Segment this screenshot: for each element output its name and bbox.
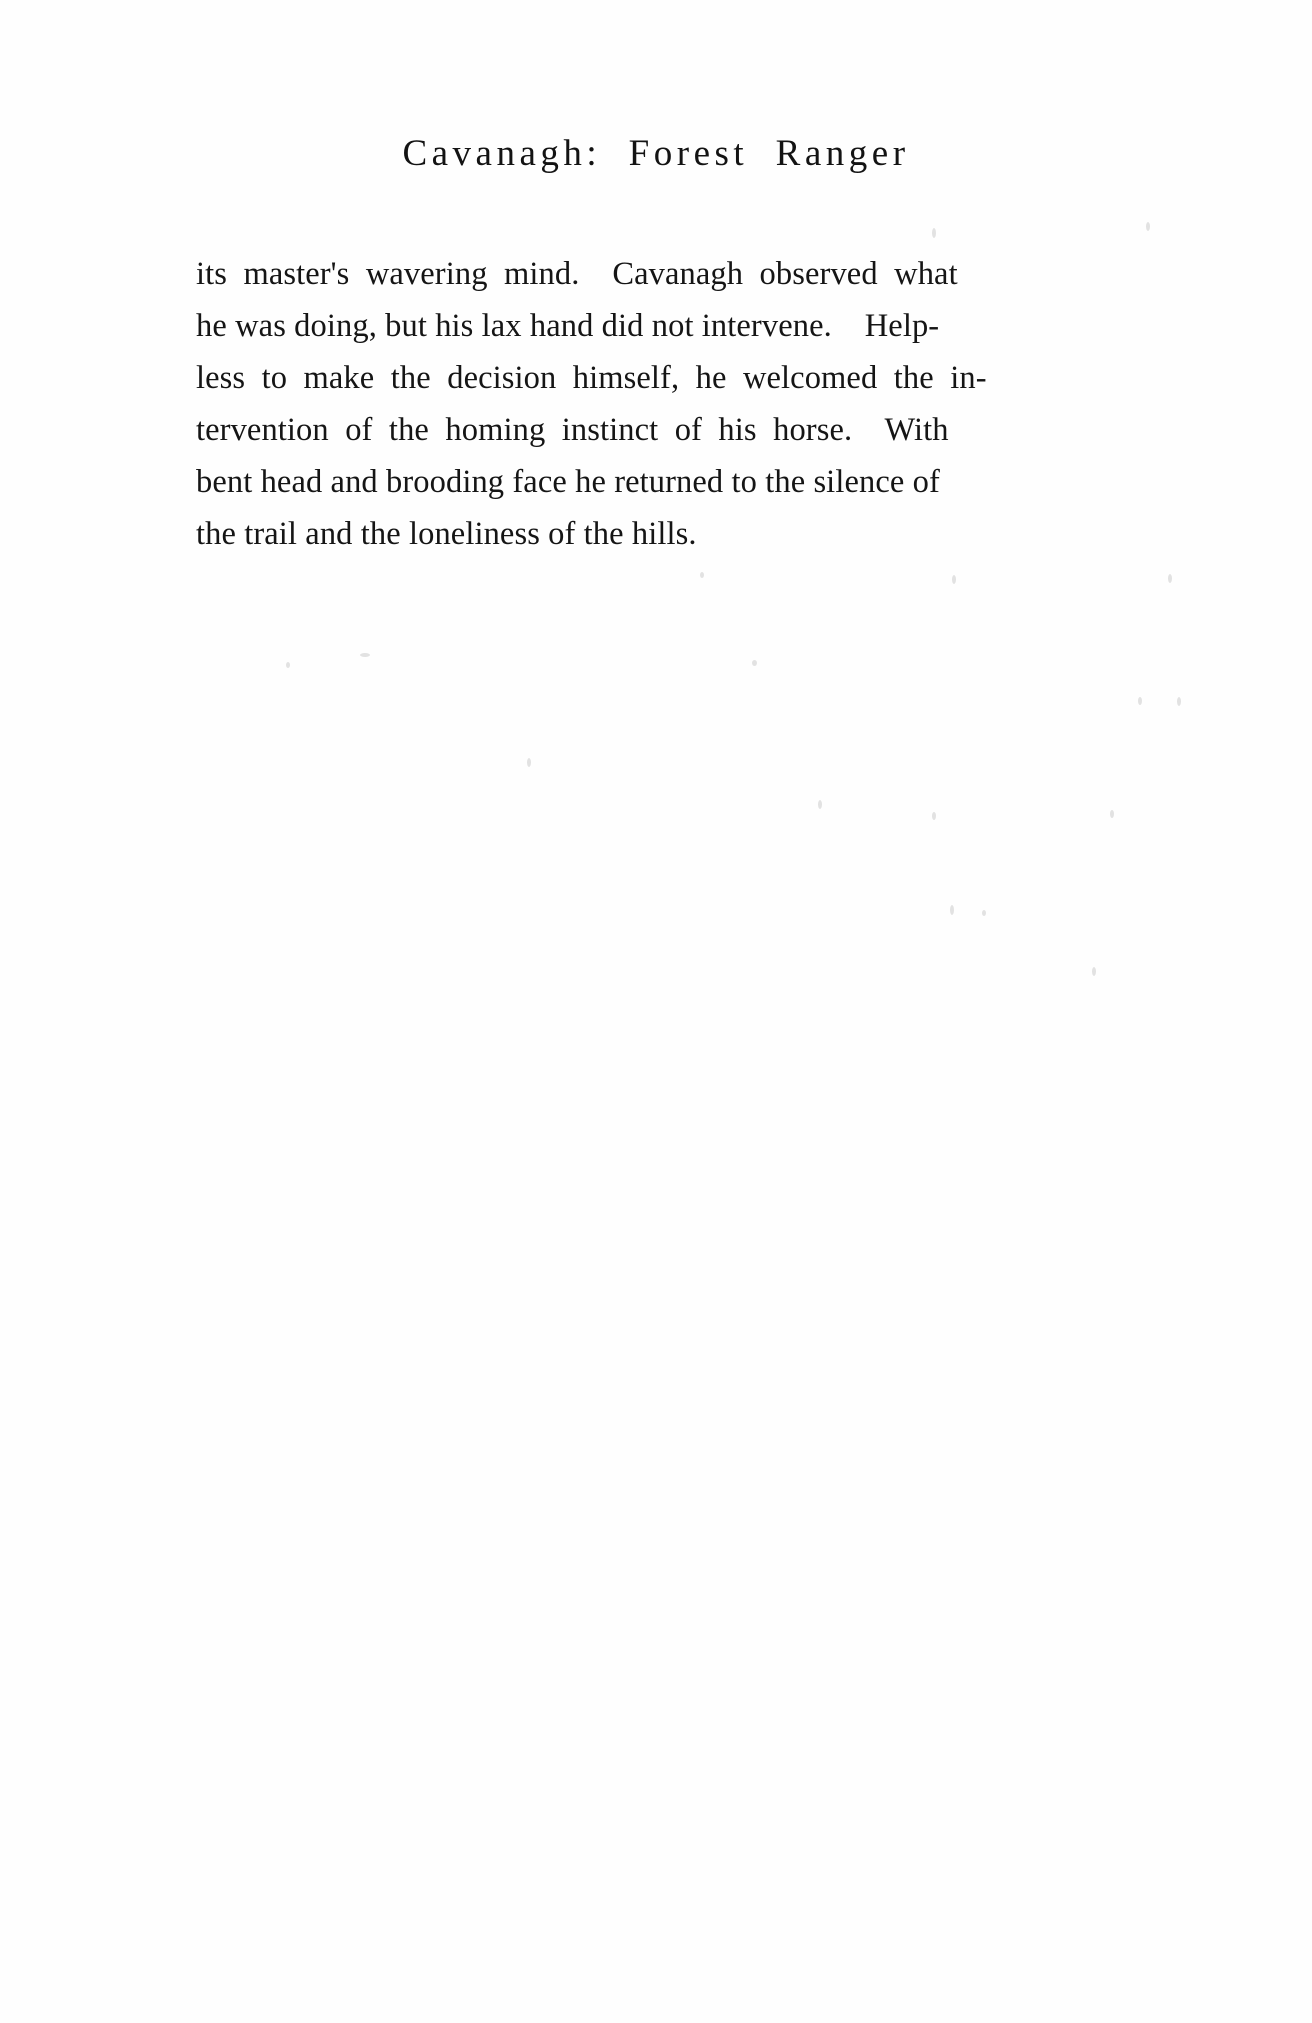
scan-speck [1146,222,1150,231]
scan-speck [1168,574,1172,583]
body-line: bent head and brooding face he returned to the silence of [196,464,940,500]
body-line: tervention of the homing instinct of his horse. With [196,412,949,448]
scan-speck [950,905,954,915]
body-line: he was doing, but his lax hand did not intervene. Help- [196,308,940,344]
scan-speck [1138,697,1142,705]
body-line: its master's wavering mind. Cavanagh observed what [196,256,958,292]
scan-speck [286,662,290,668]
scan-speck [982,910,986,916]
scan-speck [932,228,936,238]
scan-speck [527,758,531,767]
scan-speck [818,800,822,809]
scan-speck [1110,810,1114,818]
body-line: the trail and the loneliness of the hills. [196,516,697,552]
scan-speck [1177,697,1181,706]
scan-speck [932,812,936,820]
scan-speck [1092,967,1096,976]
scan-speck [700,572,704,578]
scan-speck [752,660,757,666]
page-running-head: Cavanagh: Forest Ranger [402,133,910,174]
scan-speck [952,575,956,584]
body-line: less to make the decision himself, he welcomed the in- [196,360,987,396]
body-paragraph [196,248,1186,560]
scan-speck [360,653,370,657]
